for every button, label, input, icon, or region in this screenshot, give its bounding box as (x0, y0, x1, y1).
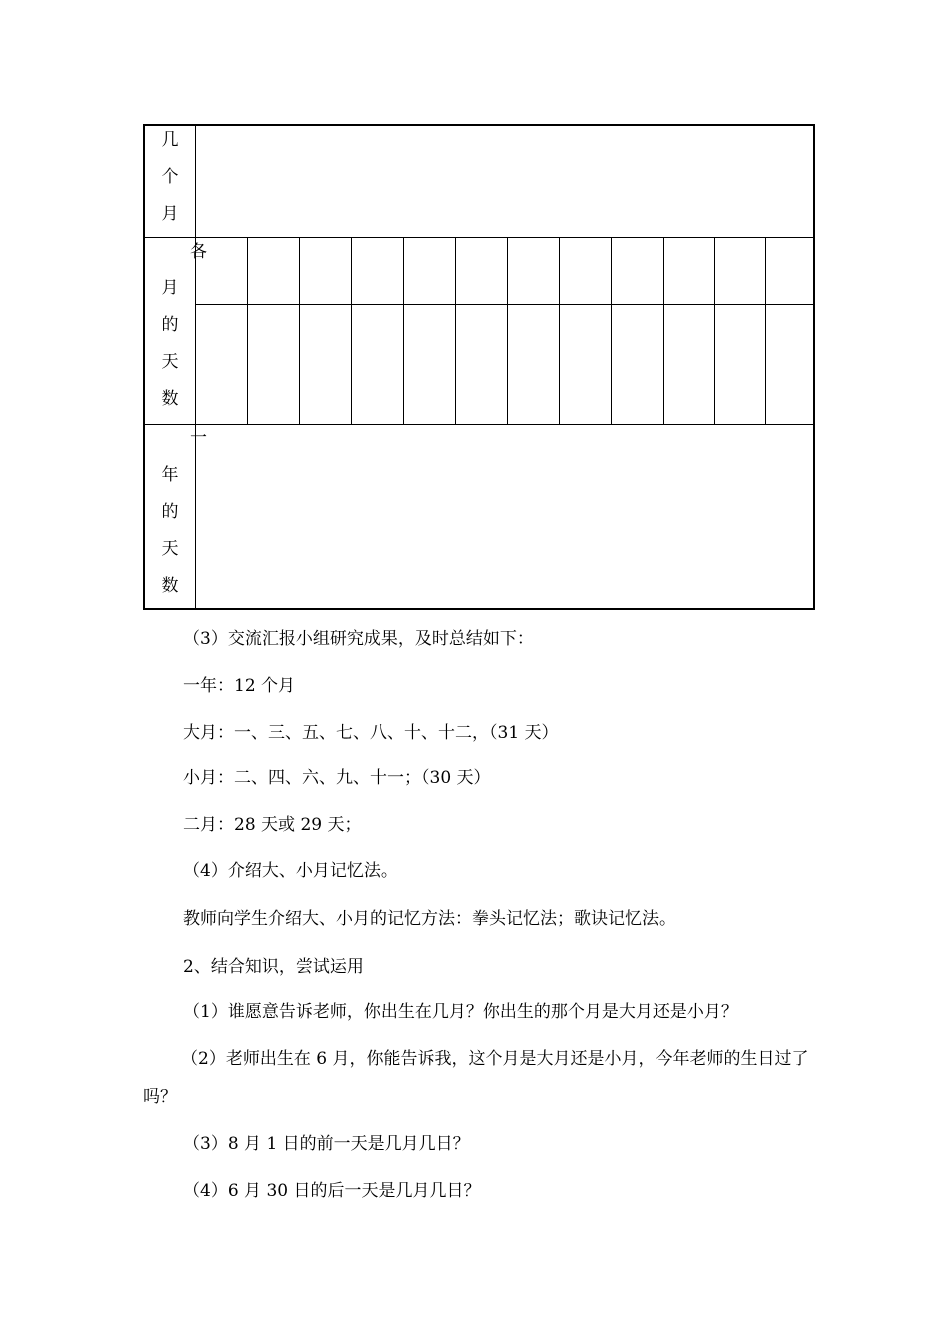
paragraph-question-3: （3）8 月 1 日的前一天是几月几日？ (183, 1134, 470, 1154)
label-char: 的 (161, 315, 179, 335)
month-column-divider (765, 238, 766, 424)
row-label-top-char: 一 (190, 428, 207, 448)
label-char: 天 (161, 539, 179, 559)
table-row-divider (145, 237, 813, 238)
paragraph-summary-intro: （3）交流汇报小组研究成果，及时总结如下： (183, 629, 534, 649)
label-column-divider (195, 126, 196, 610)
row-label-days-per-year (145, 457, 195, 605)
paragraph-question-2: （2）老师出生在 6 月，你能告诉我，这个月是大月还是小月，今年老师的生日过了吗？ (143, 1049, 809, 1107)
month-column-divider (714, 238, 715, 424)
month-column-divider (247, 238, 248, 424)
row-label-months-count (145, 122, 195, 233)
paragraph-february: 二月：28 天或 29 天； (183, 815, 362, 835)
month-column-divider (507, 238, 508, 424)
paragraph-year-months: 一年：12 个月 (183, 676, 296, 696)
paragraph-big-months: 大月：一、三、五、七、八、十、十二，（31 天） (183, 723, 559, 743)
table-inner-row-divider (196, 304, 813, 305)
label-char: 数 (161, 389, 179, 409)
label-char: 数 (161, 576, 179, 596)
table-row-divider (145, 424, 813, 425)
label-char: 月 (161, 278, 179, 298)
paragraph-small-months: 小月：二、四、六、九、十一；（30 天） (183, 768, 491, 788)
row-label-top-char: 各 (190, 242, 207, 262)
label-char: 年 (161, 465, 179, 485)
paragraph-memory-methods: 教师向学生介绍大、小月的记忆方法：拳头记忆法；歌诀记忆法。 (183, 909, 676, 929)
month-column-divider (611, 238, 612, 424)
paragraph-question-4: （4）6 月 30 日的后一天是几月几日？ (183, 1181, 481, 1201)
paragraph-memory-method-title: （4）介绍大、小月记忆法。 (183, 861, 398, 881)
paragraph-question-1: （1）谁愿意告诉老师，你出生在几月？你出生的那个月是大月还是小月？ (183, 1002, 738, 1022)
month-column-divider (455, 238, 456, 424)
paragraph-section-2: 2、结合知识，尝试运用 (183, 957, 364, 977)
label-char: 几 (161, 130, 179, 150)
month-days-table (143, 124, 815, 610)
label-char: 天 (161, 352, 179, 372)
month-column-divider (351, 238, 352, 424)
month-column-divider (559, 238, 560, 424)
month-column-divider (403, 238, 404, 424)
label-char: 的 (161, 502, 179, 522)
label-char: 月 (161, 204, 179, 224)
label-char: 个 (161, 167, 179, 187)
month-column-divider (663, 238, 664, 424)
row-label-days-per-month (145, 270, 195, 418)
month-column-divider (299, 238, 300, 424)
